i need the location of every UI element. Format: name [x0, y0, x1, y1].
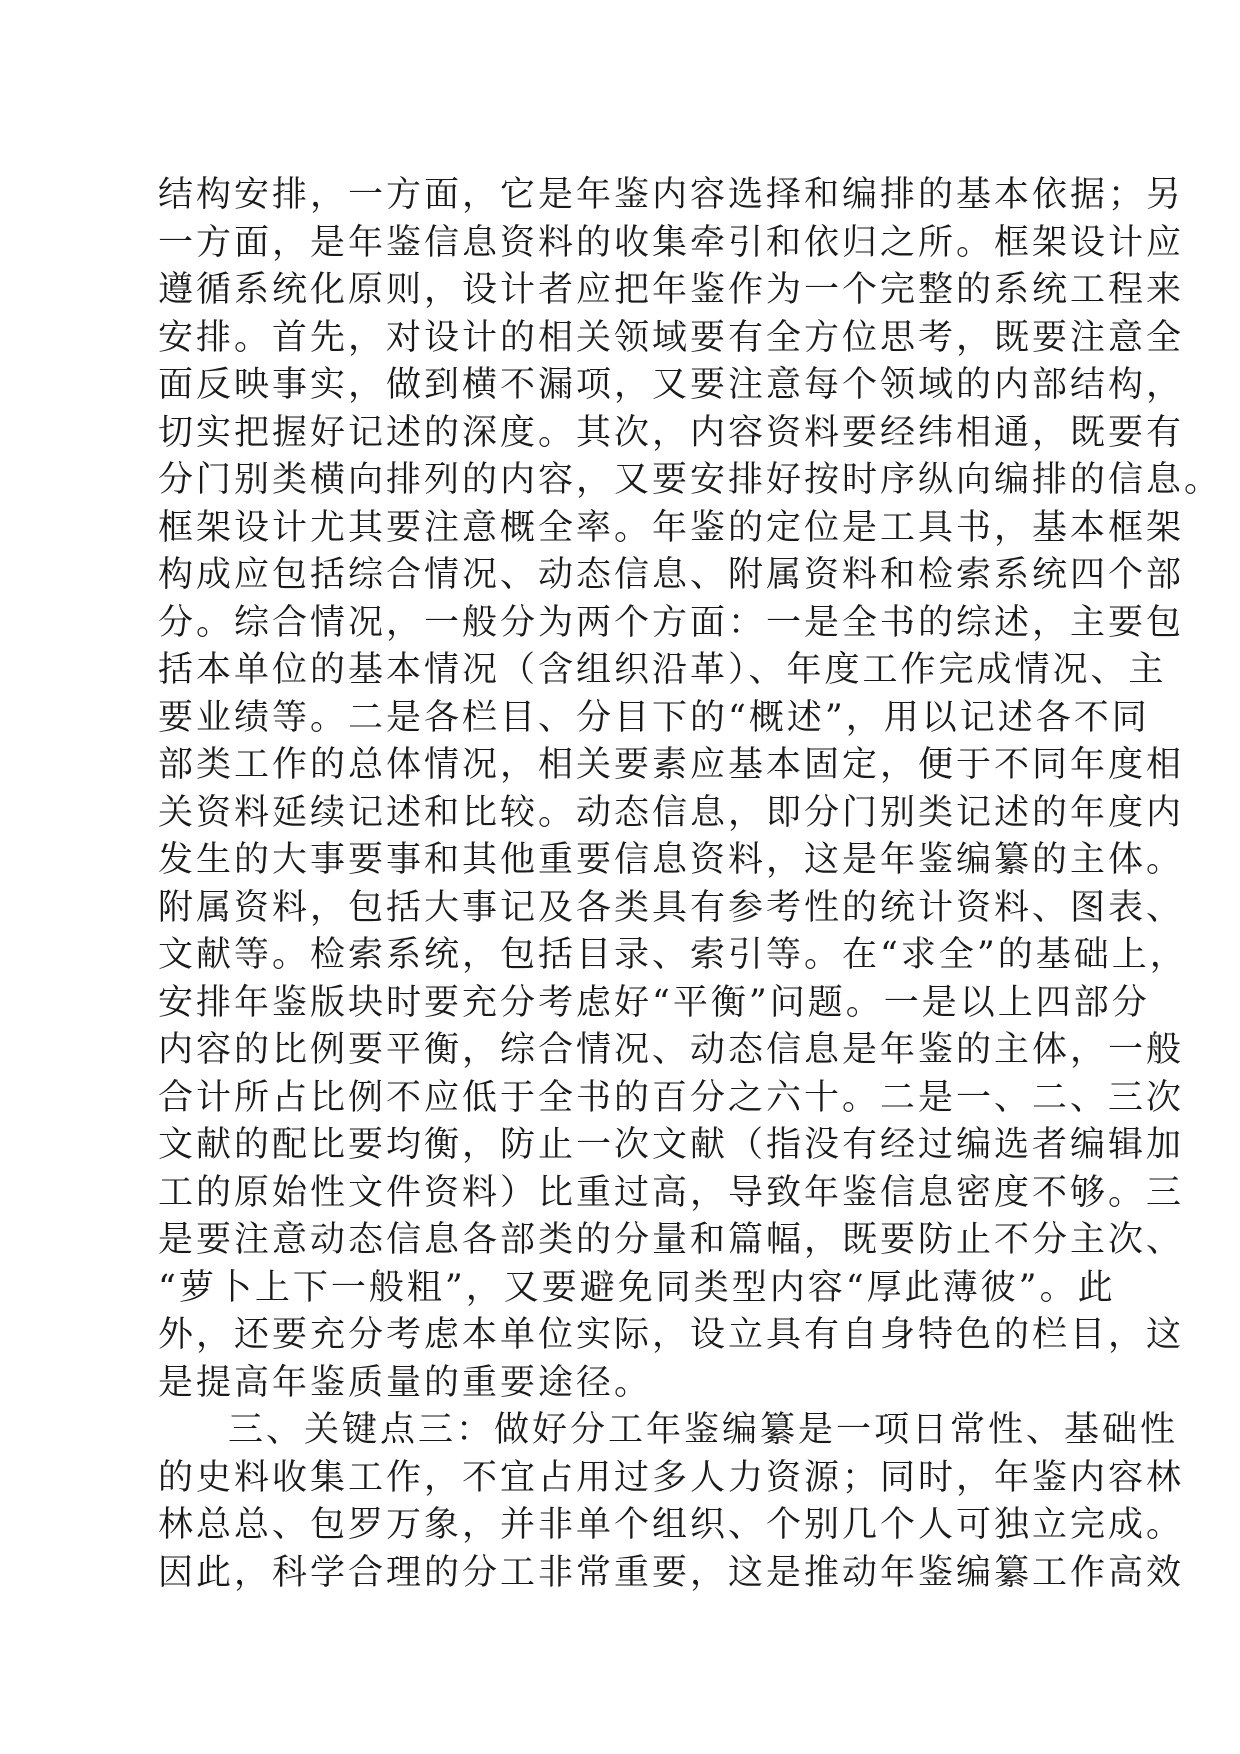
body-text — [158, 172, 1223, 1597]
text-line: 框架设计尤其要注意概全率。年鉴的定位是工具书，基本框架 — [158, 507, 1185, 548]
text-line: 括本单位的基本情况（含组织沿革）、年度工作完成情况、主 — [158, 650, 1167, 690]
text-line: 关资料延续记述和比较。动态信息，即分门别类记述的年度内 — [158, 792, 1185, 833]
text-line: 构成应包括综合情况、动态信息、附属资料和检索系统四个部 — [158, 555, 1185, 595]
text-line: 是提高年鉴质量的重要途径。 — [158, 1362, 653, 1403]
text-line: 林总总、包罗万象，并非单个组织、个别几个人可独立完成。 — [158, 1505, 1185, 1545]
text-line: 是要注意动态信息各部类的分量和篇幅，既要防止不分主次、 — [158, 1220, 1185, 1260]
text-line: 遵循系统化原则，设计者应把年鉴作为一个完整的系统工程来 — [158, 270, 1185, 310]
text-line: 面反映事实，做到横不漏项，又要注意每个领域的内部结构， — [158, 365, 1185, 405]
text-line: 安排。首先，对设计的相关领域要有全方位思考，既要注意全 — [158, 317, 1185, 358]
text-line: 附属资料，包括大事记及各类具有参考性的统计资料、图表、 — [158, 887, 1185, 928]
section-heading-line: 三、关键点三：做好分工年鉴编纂是一项日常性、基础性 — [228, 1410, 1179, 1450]
text-line: 因此，科学合理的分工非常重要，这是推动年鉴编纂工作高效 — [158, 1552, 1185, 1593]
text-line: 合计所占比例不应低于全书的百分之六十。二是一、二、三次 — [158, 1077, 1185, 1118]
text-line: “萝卜上下一般粗”，又要避免同类型内容“厚此薄彼”。此 — [158, 1267, 1116, 1308]
text-line: 分。综合情况，一般分为两个方面：一是全书的综述，主要包 — [158, 602, 1185, 643]
text-line: 发生的大事要事和其他重要信息资料，这是年鉴编纂的主体。 — [158, 840, 1185, 880]
text-line: 安排年鉴版块时要充分考虑好“平衡”问题。一是以上四部分 — [158, 982, 1150, 1023]
text-line: 切实把握好记述的深度。其次，内容资料要经纬相通，既要有 — [158, 412, 1185, 453]
text-line: 文献等。检索系统，包括目录、索引等。在“求全”的基础上， — [158, 935, 1188, 975]
text-line: 工的原始性文件资料）比重过高，导致年鉴信息密度不够。三 — [158, 1172, 1185, 1213]
text-line: 结构安排，一方面，它是年鉴内容选择和编排的基本依据；另 — [158, 175, 1185, 215]
text-line: 文献的配比要均衡，防止一次文献（指没有经过编选者编辑加 — [158, 1125, 1185, 1165]
text-line: 外，还要充分考虑本单位实际，设立具有自身特色的栏目，这 — [158, 1315, 1185, 1355]
text-line: 内容的比例要平衡，综合情况、动态信息是年鉴的主体，一般 — [158, 1030, 1185, 1070]
text-line: 部类工作的总体情况，相关要素应基本固定，便于不同年度相 — [158, 745, 1185, 785]
text-line: 一方面，是年鉴信息资料的收集牵引和依归之所。框架设计应 — [158, 222, 1185, 263]
text-line: 的史料收集工作，不宜占用过多人力资源；同时，年鉴内容林 — [158, 1457, 1185, 1498]
text-line: 要业绩等。二是各栏目、分目下的“概述”，用以记述各不同 — [158, 697, 1150, 738]
text-line: 分门别类横向排列的内容，又要安排好按时序纵向编排的信息。 — [158, 460, 1223, 500]
